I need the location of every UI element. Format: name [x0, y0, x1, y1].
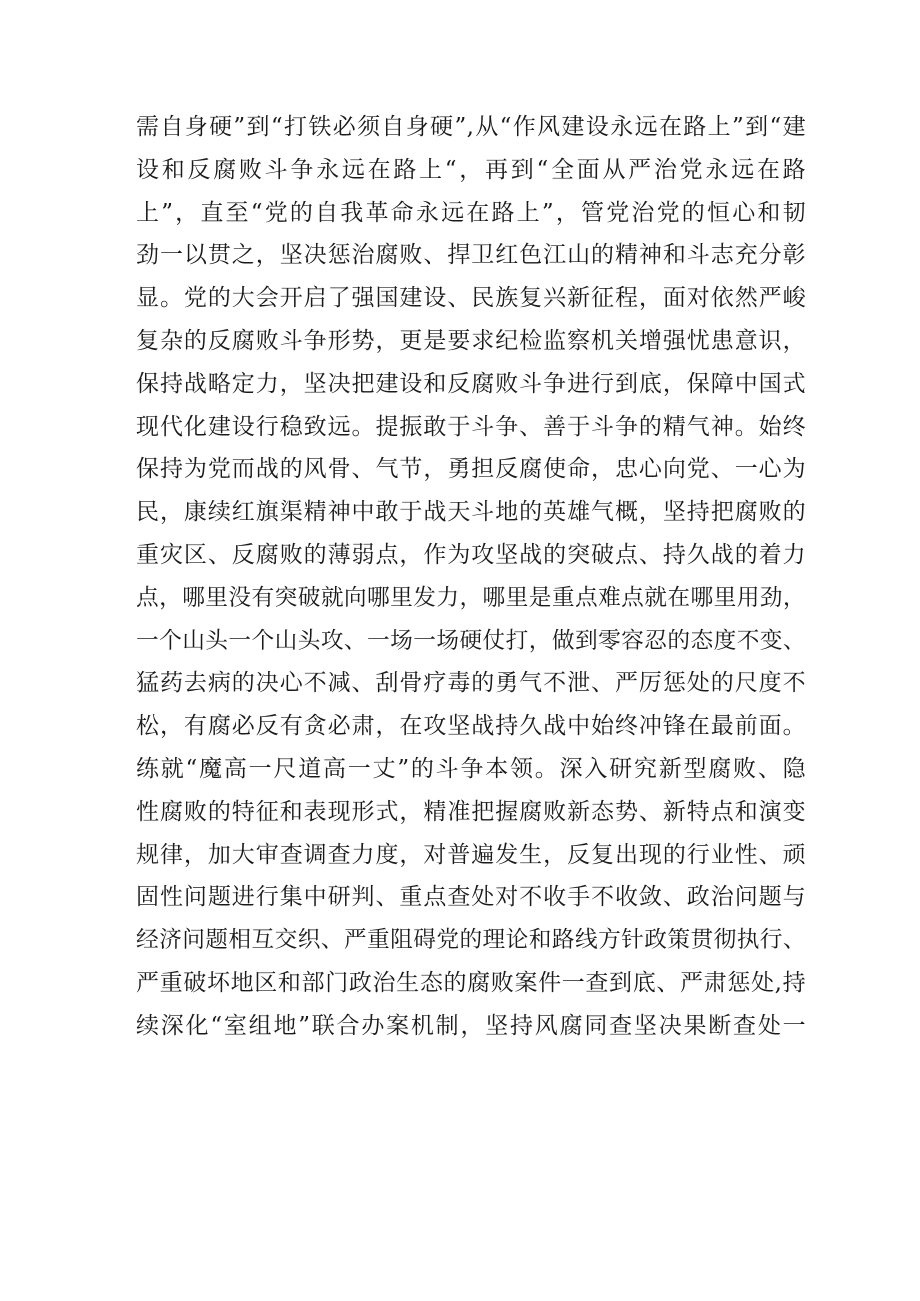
text-line-5: 显。党的大会开启了强国建设、民族复兴新征程，面对依然严峻	[136, 285, 806, 312]
text-line-21: 严重破坏地区和部门政治生态的腐败案件一查到底、严肃惩处,持	[136, 969, 806, 996]
text-line-7: 保持战略定力，坚决把建设和反腐败斗争进行到底，保障中国式	[136, 370, 806, 397]
text-line-1: 需自身硬”到“打铁必须自身硬”,从“作风建设永远在路上”到“建	[136, 114, 806, 140]
text-line-15: 松，有腐必反有贪必肃，在攻坚战持久战中始终冲锋在最前面。	[136, 713, 806, 740]
text-line-8: 现代化建设行稳致远。提振敢于斗争、善于斗争的精气神。始终	[136, 413, 806, 440]
text-line-17: 性腐败的特征和表现形式，精准把握腐败新态势、新特点和演变	[136, 798, 806, 825]
text-line-19: 固性问题进行集中研判、重点查处对不收手不收敛、政治问题与	[136, 884, 806, 911]
text-line-18: 规律，加大审查调查力度，对普遍发生，反复出现的行业性、顽	[136, 841, 806, 868]
text-line-11: 重灾区、反腐败的薄弱点，作为攻坚战的突破点、持久战的着力	[136, 541, 806, 568]
text-line-2: 设和反腐败斗争永远在路上“，再到“全面从严治党永远在路	[136, 156, 806, 183]
text-line-16: 练就“魔高一尺道高一丈”的斗争本领。深入研究新型腐败、隐	[136, 755, 806, 782]
text-line-4: 劲一以贯之，坚决惩治腐败、捍卫红色江山的精神和斗志充分彰	[136, 242, 806, 269]
text-line-13: 一个山头一个山头攻、一场一场硬仗打，做到零容忍的态度不变、	[136, 627, 806, 654]
text-line-10: 民，康续红旗渠精神中敢于战天斗地的英雄气概，坚持把腐败的	[136, 499, 806, 526]
text-line-6: 复杂的反腐败斗争形势，更是要求纪检监察机关增强忧患意识，	[136, 327, 806, 354]
text-line-14: 猛药去病的决心不减、刮骨疗毒的勇气不泄、严厉惩处的尺度不	[136, 670, 806, 697]
text-line-9: 保持为党而战的风骨、气节，勇担反腐使命，忠心向党、一心为	[136, 456, 806, 483]
text-line-3: 上”，直至“党的自我革命永远在路上”，管党治党的恒心和韧	[136, 199, 806, 226]
text-line-20: 经济问题相互交织、严重阻碍党的理论和路线方针政策贯彻执行、	[136, 927, 806, 954]
text-line-12: 点，哪里没有突破就向哪里发力，哪里是重点难点就在哪里用劲，	[136, 584, 806, 611]
body-text	[136, 106, 806, 1048]
text-line-22: 续深化“室组地”联合办案机制，坚持风腐同查坚决果断查处一	[136, 1012, 806, 1039]
